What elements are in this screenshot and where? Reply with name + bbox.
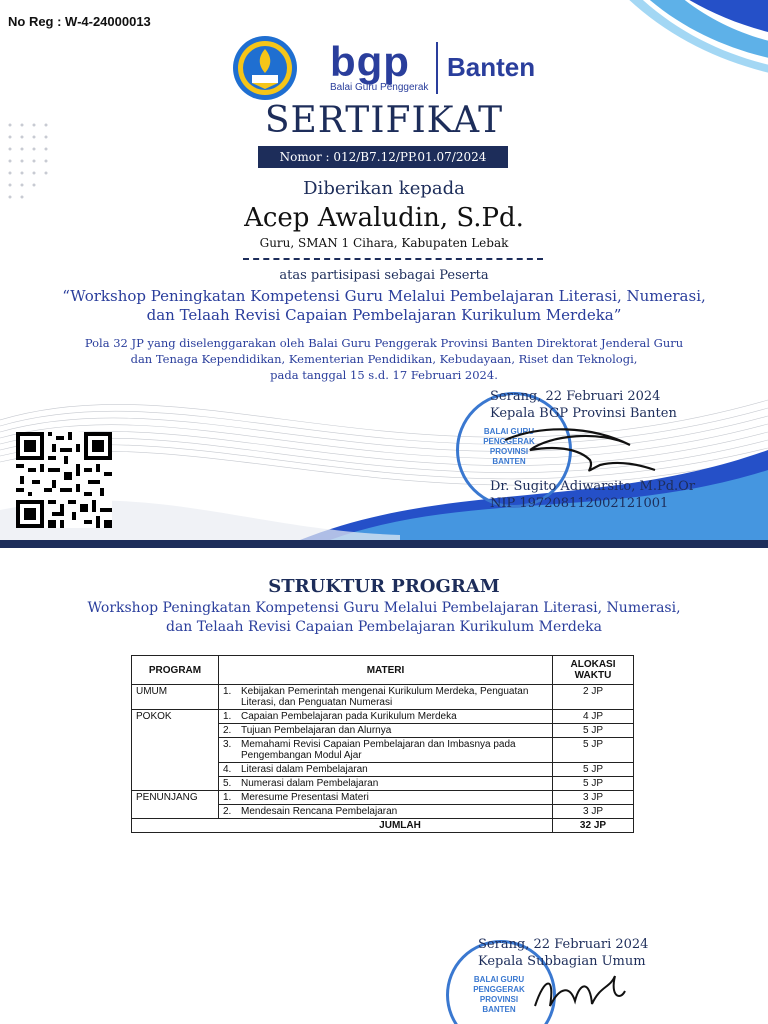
- materi-number: 1.: [223, 792, 232, 803]
- materi-text: Mendesain Rencana Pembelajaran: [241, 806, 398, 817]
- materi-number: 3.: [223, 739, 232, 750]
- certificate-number: Nomor : 012/B7.12/PP.01.07/2024: [258, 146, 508, 168]
- recipient-role: Guru, SMAN 1 Cihara, Kabupaten Lebak: [259, 236, 509, 250]
- program-table-body: [132, 685, 634, 819]
- signature-block: [490, 388, 677, 422]
- program-page: [0, 548, 768, 1024]
- materi-text: Numerasi dalam Pembelajaran: [241, 778, 379, 789]
- header-program: PROGRAM: [132, 656, 219, 685]
- participation-label: atas partisipasi sebagai Peserta: [279, 268, 489, 283]
- program-table: [131, 655, 634, 833]
- program-signature-block: [478, 936, 648, 970]
- materi-number: 4.: [223, 764, 232, 775]
- program-subtitle-line2: dan Telaah Revisi Capaian Pembelajaran Kurikulum Merdeka: [166, 619, 602, 635]
- dashed-divider: [243, 258, 543, 260]
- region-label: Banten: [447, 52, 536, 82]
- signature-scribble-2: [530, 966, 630, 1016]
- signer-name: Dr. Sugito Adiwarsito, M.Pd.Or: [490, 479, 696, 494]
- description-line3: pada tanggal 15 s.d. 17 Februari 2024.: [270, 368, 498, 382]
- materi-text: Capaian Pembelajaran pada Kurikulum Merdeka: [241, 711, 457, 722]
- header-materi: MATERI: [219, 656, 553, 685]
- header-alokasi: ALOKASI WAKTU: [553, 656, 634, 685]
- cell-materi: [219, 685, 553, 710]
- program-subtitle: [60, 599, 708, 637]
- certificate-title: SERTIFIKAT: [264, 100, 504, 141]
- corner-decoration: [588, 0, 768, 80]
- bgp-logo: [330, 38, 428, 93]
- cell-materi: [219, 791, 553, 805]
- table-header-row: [132, 656, 634, 685]
- workshop-title-line2: dan Telaah Revisi Capaian Pembelajaran Kurikulum Merdeka”: [146, 306, 622, 324]
- cell-materi: [219, 738, 553, 763]
- signature-scribble: [500, 420, 660, 480]
- certificate-description: [60, 335, 708, 383]
- cell-materi: [219, 777, 553, 791]
- program-sign-position: Kepala Subbagian Umum: [478, 954, 646, 969]
- materi-number: 2.: [223, 725, 232, 736]
- bgp-logo-text: bgp: [330, 38, 410, 85]
- program-sign-place-date: Serang, 22 Februari 2024: [478, 937, 649, 952]
- cell-alokasi: 3 JP: [553, 805, 634, 819]
- program-subtitle-line1: Workshop Peningkatan Kompetensi Guru Melalui Pembelajaran Literasi, Numerasi,: [87, 600, 681, 616]
- description-line1: Pola 32 JP yang diselenggarakan oleh Balai Guru Penggerak Provinsi Banten Direktorat Jenderal Guru: [84, 336, 684, 350]
- registration-number: No Reg : W-4-24000013: [8, 14, 151, 29]
- cell-materi: [219, 710, 553, 724]
- given-to-label: Diberikan kepada: [303, 178, 465, 199]
- materi-text: Memahami Revisi Capaian Pembelajaran dan Imbasnya pada Pengembangan Modul Ajar: [241, 739, 516, 761]
- cell-alokasi: 5 JP: [553, 738, 634, 763]
- cell-materi: [219, 724, 553, 738]
- table-row: [132, 685, 634, 710]
- materi-text: Meresume Presentasi Materi: [241, 792, 369, 803]
- logo-divider: [436, 42, 438, 94]
- recipient-name: Acep Awaludin, S.Pd.: [244, 203, 524, 233]
- cell-alokasi: 3 JP: [553, 791, 634, 805]
- materi-number: 2.: [223, 806, 232, 817]
- materi-number: 1.: [223, 686, 232, 697]
- cell-alokasi: 5 JP: [553, 724, 634, 738]
- cell-alokasi: 5 JP: [553, 777, 634, 791]
- bgp-logo-subtitle: Balai Guru Penggerak: [330, 82, 429, 93]
- total-label: JUMLAH: [132, 819, 553, 833]
- cell-alokasi: 4 JP: [553, 710, 634, 724]
- table-row: [132, 710, 634, 724]
- materi-text: Literasi dalam Pembelajaran: [241, 764, 368, 775]
- total-value: 32 JP: [553, 819, 634, 833]
- cell-program: POKOK: [132, 710, 219, 791]
- cell-alokasi: 2 JP: [553, 685, 634, 710]
- signer-nip: NIP 197208112002121001: [490, 496, 669, 511]
- kemdikbud-logo: [232, 35, 298, 101]
- cell-program: PENUNJANG: [132, 791, 219, 819]
- description-line2: dan Tenaga Kependidikan, Kementerian Pendidikan, Kebudayaan, Riset dan Teknologi,: [130, 352, 638, 366]
- materi-number: 1.: [223, 711, 232, 722]
- workshop-title: [40, 287, 728, 325]
- qr-code[interactable]: [16, 432, 112, 528]
- materi-number: 5.: [223, 778, 232, 789]
- materi-text: Kebijakan Pemerintah mengenai Kurikulum Merdeka, Penguatan Literasi, dan Penguatan Numerasi: [241, 686, 529, 708]
- cell-alokasi: 5 JP: [553, 763, 634, 777]
- stamp-text: BALAI GURU PENGGERAK PROVINSI BANTEN: [483, 427, 535, 466]
- cell-materi: [219, 805, 553, 819]
- cell-program: UMUM: [132, 685, 219, 710]
- materi-text: Tujuan Pembelajaran dan Alurnya: [241, 725, 392, 736]
- cell-materi: [219, 763, 553, 777]
- stamp-text-2: BALAI GURU PENGGERAK PROVINSI BANTEN: [473, 975, 525, 1014]
- signer-info: [490, 478, 695, 512]
- workshop-title-line1: “Workshop Peningkatan Kompetensi Guru Melalui Pembelajaran Literasi, Numerasi,: [62, 287, 706, 305]
- sign-place-date: Serang, 22 Februari 2024: [490, 389, 661, 404]
- table-row: [132, 791, 634, 805]
- total-row: [132, 819, 634, 833]
- program-title: STRUKTUR PROGRAM: [268, 576, 500, 597]
- sign-position: Kepala BGP Provinsi Banten: [490, 406, 677, 421]
- page-divider: [0, 540, 768, 548]
